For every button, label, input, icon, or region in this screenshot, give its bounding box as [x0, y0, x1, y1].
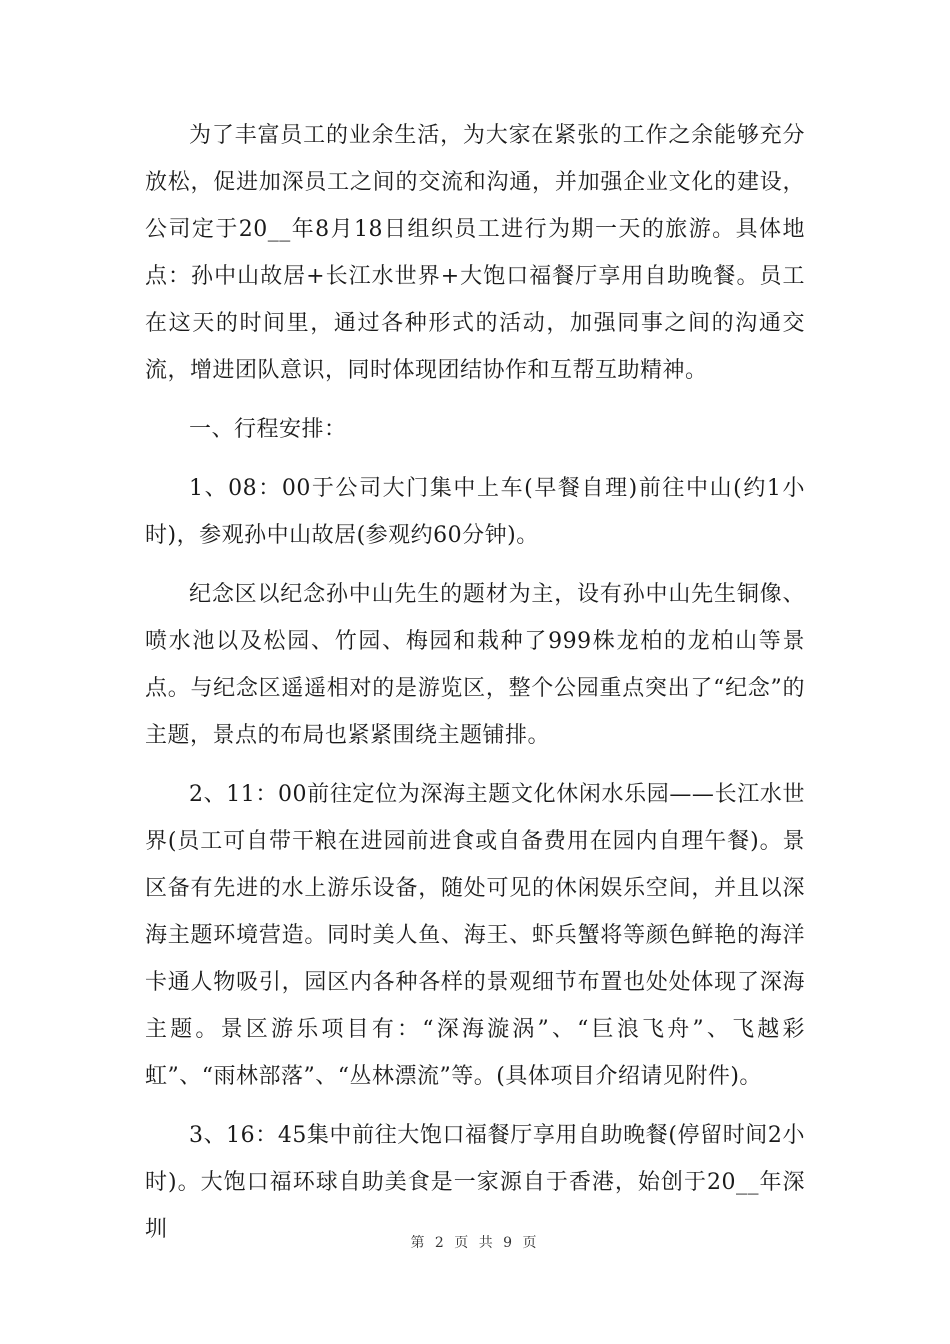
document-body	[145, 112, 805, 1265]
page-number-footer: 第 2 页 共 9 页	[410, 1235, 540, 1251]
itinerary-item-1: 1、08：00于公司大门集中上车(早餐自理)前往中山(约1小时)，参观孙中山故居(参观约60分钟)。	[145, 476, 805, 548]
section-heading-itinerary: 一、行程安排：	[189, 417, 347, 442]
itinerary-item-3: 3、16：45集中前往大饱口福餐厅享用自助晚餐(停留时间2小时)。大饱口福环球自助美食是一家源自于香港，始创于20__年深圳	[145, 1123, 805, 1242]
memorial-area-paragraph: 纪念区以纪念孙中山先生的题材为主，设有孙中山先生铜像、喷水池以及松园、竹园、梅园和栽种了999株龙柏的龙柏山等景点。与纪念区遥遥相对的是游览区，整个公园重点突出了“纪念”的主题，景点的布局也紧紧围绕主题铺排。	[145, 582, 805, 748]
itinerary-item-2: 2、11：00前往定位为深海主题文化休闲水乐园——长江水世界(员工可自带干粮在进园前进食或自备费用在园内自理午餐)。景区备有先进的水上游乐设备，随处可见的休闲娱乐空间，并且以深海主题环境营造。同时美人鱼、海王、虾兵蟹将等颜色鲜艳的海洋卡通人物吸引，园区内各种各样的景观细节布置也处处体现了深海主题。景区游乐项目有：“深海漩涡”、“巨浪飞舟”、飞越彩虹”、“雨林部落”、“丛林漂流”等。(具体项目介绍请见附件)。	[145, 782, 805, 1089]
intro-paragraph: 为了丰富员工的业余生活，为大家在紧张的工作之余能够充分放松，促进加深员工之间的交流和沟通，并加强企业文化的建设，公司定于20__年8月18日组织员工进行为期一天的旅游。具体地点：孙中山故居+长江水世界+大饱口福餐厅享用自助晚餐。员工在这天的时间里，通过各种形式的活动，加强同事之间的沟通交流，增进团队意识，同时体现团结协作和互帮互助精神。	[145, 123, 805, 383]
